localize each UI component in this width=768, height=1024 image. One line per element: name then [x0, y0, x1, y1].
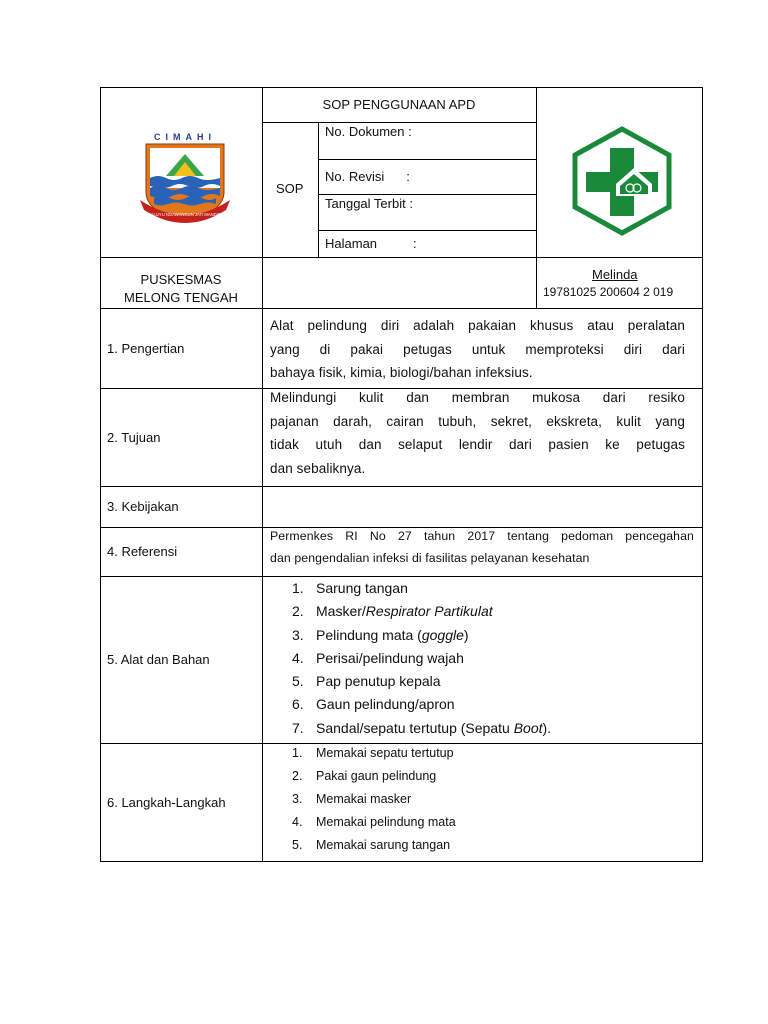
divider: [318, 194, 536, 195]
emblem-text-bottom: SALUYU NGAWANGUN JATI MANDIRI: [147, 212, 223, 217]
list-item: 4. Perisai/pelindung wajah: [292, 649, 464, 666]
list-item: 1. Memakai sepatu tertutup: [292, 746, 454, 760]
pengertian-text: Alat pelindung diri adalah pakaian khusus atau peralatan yang di pakai petugas untuk memproteksi diri dari bahaya fisik, kimia, biologi/bahan infeksius.: [270, 318, 685, 380]
field-no-dokumen: No. Dokumen :: [325, 124, 412, 139]
alat-list: [292, 577, 551, 740]
document-title: SOP PENGGUNAAN APD: [322, 97, 476, 112]
divider: [318, 159, 536, 160]
section-label-pengertian: 1. Pengertian: [107, 341, 185, 356]
list-item: 7. Sandal/sepatu tertutup (Sepatu Boot).: [292, 719, 552, 736]
list-item: 3. Pelindung mata (goggle): [292, 626, 469, 643]
signer-name: Melinda: [592, 267, 638, 282]
field-no-revisi: No. Revisi :: [325, 169, 410, 184]
section-label-referensi: 4. Referensi: [107, 544, 178, 559]
list-item: 5. Memakai sarung tangan: [292, 838, 451, 852]
section-label-alat: 5. Alat dan Bahan: [107, 652, 210, 667]
divider: [318, 230, 536, 231]
section-label-tujuan: 2. Tujuan: [107, 430, 161, 445]
list-item: 2. Masker/Respirator Partikulat: [292, 603, 493, 620]
langkah-list: [292, 742, 456, 857]
puskesmas-cross-logo-icon: [570, 126, 674, 236]
divider: [536, 87, 537, 309]
section-label-langkah: 6. Langkah-Langkah: [107, 795, 226, 810]
list-item: 1. Sarung tangan: [292, 580, 408, 596]
divider: [262, 87, 263, 309]
tujuan-text: Melindungi kulit dan membran mukosa dari resiko pajanan darah, cairan tubuh, sekret, ekskreta, kulit yang tidak utuh dan selaput lendir dari pasien ke petugas dan sebaliknya.: [270, 390, 685, 476]
field-tanggal-terbit: Tanggal Terbit :: [325, 196, 413, 211]
divider: [100, 486, 703, 487]
signer-nip: 19781025 200604 2 019: [543, 285, 674, 299]
org-name-line2: MELONG TENGAH: [124, 290, 238, 305]
section-label-kebijakan: 3. Kebijakan: [107, 499, 179, 514]
divider: [100, 257, 703, 258]
list-item: 4. Memakai pelindung mata: [292, 815, 456, 829]
emblem-text-top: CIMAHI: [154, 132, 216, 142]
divider: [318, 122, 319, 257]
cimahi-city-emblem-icon: [136, 130, 234, 226]
divider: [262, 122, 536, 123]
list-item: 2. Pakai gaun pelindung: [292, 769, 437, 783]
field-halaman: Halaman :: [325, 236, 417, 251]
list-item: 6. Gaun pelindung/apron: [292, 696, 455, 713]
referensi-text: Permenkes RI No 27 tahun 2017 tentang pedoman pencegahan dan pengendalian infeksi di fasilitas pelayanan kesehatan: [270, 529, 694, 565]
org-name-line1: PUSKESMAS: [140, 272, 222, 287]
sop-label: SOP: [276, 181, 304, 196]
list-item: 3. Memakai masker: [292, 792, 412, 806]
list-item: 5. Pap penutup kepala: [292, 673, 441, 690]
divider: [262, 308, 263, 862]
